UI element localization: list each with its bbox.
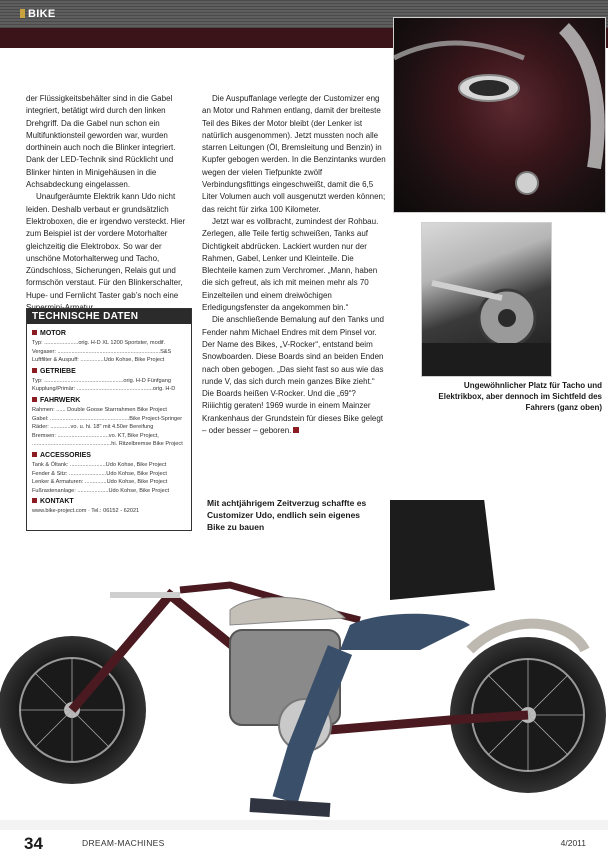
spec-row: Fender & Sitz: ........................Udo Kohse, Bike Project [32, 470, 167, 477]
spec-row: Gabel: ...................................................Bike Project-Springer [32, 415, 183, 422]
spec-section-heading: ACCESSORIES [32, 451, 186, 461]
photo-caption-right: Ungewöhnlicher Platz für Tacho und Elektrikbox, aber dennoch im Sichtfeld des Fahrers (ganz oben) [438, 381, 602, 412]
paragraph: der Flüssigkeitsbehälter sind in die Gabel integriert, betätigt wird durch den linken Drehgriff. Da die Gabel nun schon ein Multifunktionsteil geworden war, wurden dorthinein auch noch die Blinker integriert. Dank der LED-Technik sind Rücklicht und Blinker hinten in Minigehäusen in die Achsabdeckung eingelassen. [26, 94, 176, 190]
spec-row: Typ: ......................orig. H-D XL 1200 Sportster, modif. [32, 340, 166, 346]
section-tag: BIKE [20, 8, 55, 20]
paragraph: Jetzt war es vollbracht, zumindest der Rohbau. Zerlegen, alle Teile fertig schweißen, Tanks auf Dichtigkeit abdrücken. Lackiert wurden nur der Rahmen, Gabel, Lenker und Kleinteile. Die Blechteile kamen zum Verchromer. „Mann, haben die sich gefreut, als ich mit meinen mehr als 70 Einzelteilen und einem dreiwöchigen Erledigungsfenster da angekommen bin.“ [202, 216, 379, 313]
paragraph: Unaufgeräumte Elektrik kann Udo nicht leiden. Deshalb verbaut er grundsätzlich Elektroboxen, die er irgendwo versteckt. Hier zum Beispiel ist der vordere Motorhalter gleichzeitig die Elektrobox. So war der unschöne Motorhalterweg und Tacho, Zündschloss, Sicherungen, Relais gut und formschön verstaut. Für den Blinkerschalter, Hupe- und Fernlicht Taster gab’s noch eine [26, 192, 186, 300]
technical-data-box [26, 308, 192, 531]
paragraph-text: Die anschließende Bemalung auf den Tanks und Fender nahm Michael Endres mit dem Pinsel vor. Der Name des Bikes, „V-Rocker“, entstand beim Snowboarden. Diese Boards sind an beiden Enden nach oben gebogen. „Das sieht fast so aus wie das runde V, das sich durch mein ganzes Bike zieht.“ Die Boards heißen V-Rocker. Und die „69“? Riiiichtig geraten! 1969 wurde in einem Mainzer Krankenhaus der Grundstein für dieses Bike gelegt – oder besser – geboren. [202, 315, 384, 436]
paragraph: Die Auspuffanlage verlegte der Customizer eng an Motor und Rahmen entlang, damit der breiteste Teil des Bikes der Motor bleibt (der Lenker ist natürlich ausgenommen). Jetzt mussten noch alle starren Leitungen (Öl, Bremsleitung und Benzin) in Kupfer gebogen werden. In die Benzintanks wurden wegen der vielen Tiefpunkte zwölf Verbindungsfittings eingeschweißt, damit die 6,5 Liter Volumen auch voll ausgenutzt werden können; das reicht für zirka 100 Kilometer. [202, 94, 386, 214]
spec-row: Rahmen: ...... Double Goose Starrrahmen Bike Project [32, 406, 167, 413]
spec-row: Räder: .............vo. u. hi. 18" mit 4.50er Bereifung [32, 424, 154, 431]
paragraph [202, 314, 386, 437]
text-column-1 [26, 93, 194, 314]
spec-row: Bremsen: .................................vo. KT, Bike Project, [32, 432, 159, 439]
spec-row: Tank & Öltank: .......................Udo Kohse, Bike Project [32, 461, 167, 468]
sprocket-closeup-photo [421, 222, 552, 377]
sprocket-closeup-art [422, 223, 552, 377]
spec-box-title: TECHNISCHE DATEN [27, 309, 191, 324]
end-mark-icon [293, 427, 299, 433]
spec-section-heading: GETRIEBE [32, 367, 186, 377]
spec-row: Kupplung/Primär: .................................................orig. H-D [32, 386, 176, 393]
issue-date: 4/2011 [560, 838, 586, 848]
spec-row: Typ: ...................................................orig. H-D Fünfgang [32, 377, 171, 384]
photo-caption-middle: Mit achtjährigem Zeitverzug schaffte es Customizer Udo, endlich sein eigenes Bike zu bauen [207, 498, 367, 532]
motorcycle-illustration [0, 500, 608, 830]
text-column-2 [202, 93, 386, 437]
spec-row: www.bike-project.com · Tel.: 06152 - 62021 [32, 508, 140, 515]
tank-closeup-photo [393, 17, 606, 213]
spec-row: Lenker & Armaturen: ..............Udo Kohse, Bike Project [32, 479, 168, 486]
spec-row: Luftfilter & Auspuff: ...............Udo Kohse, Bike Project [32, 357, 165, 364]
tank-closeup-art [394, 18, 606, 213]
magazine-name: DREAM-MACHINES [82, 838, 165, 848]
spec-section-heading: KONTAKT [32, 497, 186, 507]
page-number: 34 [24, 834, 43, 853]
spec-row: ...................................................hi. Ritzelbremse Bike Project [32, 441, 183, 448]
motorcycle-rider-photo [0, 500, 608, 830]
spec-row: Fußrastenanlage: ....................Udo Kohse, Bike Project [32, 487, 170, 494]
spec-row: Vergaser: ..................................................................S&S [32, 348, 172, 355]
spec-section-heading: MOTOR [32, 329, 186, 339]
spec-section-heading: FAHRWERK [32, 396, 186, 406]
